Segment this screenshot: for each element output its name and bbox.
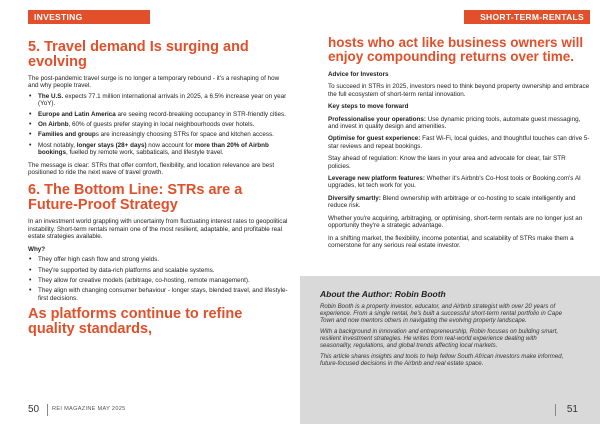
advice-text: To succeed in STRs in 2025, investors need to think beyond property ownership and embrace the full ecosystem of short-term rental innovation. bbox=[328, 83, 590, 98]
why-bullets bbox=[28, 256, 290, 302]
advice-label: Advice for Investors bbox=[328, 71, 389, 78]
travel-closing: The message is clear: STRs that offer comfort, flexibility, and location relevance are best positioned to ride the next wave of travel growth. bbox=[28, 161, 275, 177]
list-item: • On Airbnb, 60% of guests prefer staying in local neighbourhoods over hotels. bbox=[28, 121, 290, 128]
paragraph: In a shifting market, the flexibility, income potential, and scalability of STRs make them a cornerstone for any serious real estate investor. bbox=[328, 234, 574, 249]
step-item: Optimise for guest experience: Fast Wi-Fi, local guides, and thoughtful touches can drive 5-star reviews and repeat bookings. bbox=[328, 135, 590, 150]
author-box bbox=[300, 276, 600, 424]
step-item: Stay ahead of regulation: Know the laws in your area and advocate for clear, fair STR policies. bbox=[328, 155, 566, 170]
list-item: • They align with changing consumer behaviour - longer stays, blended travel, and lifestyle-first decisions. bbox=[28, 287, 290, 302]
step-item: Leverage new platform features: Whether it's Airbnb's Co-Host tools or Booking.com's AI upgrades, let tech work for you. bbox=[328, 175, 581, 190]
author-article-note: This article shares insights and tools to help fellow South African investors make informed, future-focused decisions in the Airbnb and real estate space. bbox=[320, 353, 564, 367]
right-column bbox=[328, 36, 590, 249]
section-tag-str: SHORT-TERM-RENTALS bbox=[464, 10, 590, 24]
divider bbox=[47, 404, 48, 416]
page-number-left: 50 bbox=[28, 404, 40, 415]
pullquote-left: As platforms continue to refine quality standards, bbox=[28, 306, 243, 338]
author-background: With a background in innovation and entrepreneurship, Robin focuses on building smart, resilient investment strategies. He writes from real-world experience dealing with seasonality, regulations, and global trends affecting local markets. bbox=[320, 328, 559, 349]
bottom-line-intro: In an investment world grappling with uncertainty from fluctuating interest rates to geopolitical instability. Short-term rentals remain one of the most resilient, adaptable, and profitable real estate strategies available. bbox=[28, 218, 288, 241]
list-item: • Families and groups are increasingly choosing STRs for space and kitchen access. bbox=[28, 131, 290, 138]
magazine-footer: REI MAGAZINE MAY 2025 bbox=[52, 406, 126, 412]
author-heading: About the Author: Robin Booth bbox=[320, 289, 446, 299]
step-item: Professionalise your operations: Use dynamic pricing tools, automate guest messaging, and invest in quality design and amenities. bbox=[328, 115, 581, 131]
list-item: • They're supported by data-rich platforms and scalable systems. bbox=[28, 267, 290, 274]
heading-bottom-line: 6. The Bottom Line: STRs are a Future-Proof Strategy bbox=[28, 182, 243, 214]
list-item: • The U.S. expects 77.1 million international arrivals in 2025, a 6.5% increase year on year (YoY). bbox=[28, 93, 290, 108]
divider bbox=[555, 404, 556, 416]
steps-label: Key steps to move forward bbox=[328, 103, 409, 111]
heading-travel-demand: 5. Travel demand Is surging and evolving bbox=[28, 39, 249, 70]
author-bio: Robin Booth is a property investor, educator, and Airbnb strategist with over 20 years of experience. From a single rental, he's built a successful short-term rental portfolio in Cape Town and now mentors others in navigating the evolving property landscape. bbox=[320, 303, 562, 324]
list-item: • Most notably, longer stays (28+ days) now account for more than 20% of Airbnb bookings, fuelled by remote work, sabbaticals, and lifestyle travel. bbox=[28, 142, 290, 157]
list-item: • They allow for creative models (arbitrage, co-hosting, remote management). bbox=[28, 277, 290, 284]
paragraph: Whether you're acquiring, arbitraging, or optimising, short-term rentals are no longer just an opportunity they're a strategic advantage. bbox=[328, 214, 583, 230]
travel-intro: The post-pandemic travel surge is no longer a temporary rebound - it's a reshaping of how and why people travel. bbox=[28, 75, 280, 90]
why-label: Why? bbox=[28, 245, 46, 253]
page-number-right: 51 bbox=[566, 404, 578, 415]
left-column bbox=[28, 40, 290, 337]
step-item: Diversify smartly: Blend ownership with arbitrage or co-hosting to scale intelligently and reduce risk. bbox=[328, 194, 576, 210]
travel-bullets bbox=[28, 93, 290, 157]
section-tag-investing: INVESTING bbox=[28, 10, 150, 24]
list-item: • Europe and Latin America are seeing record-breaking occupancy in STR-friendly cities. bbox=[28, 111, 290, 118]
pullquote-right: hosts who act like business owners will enjoy compounding returns over time. bbox=[328, 35, 584, 64]
list-item: • They offer high cash flow and strong yields. bbox=[28, 256, 290, 263]
